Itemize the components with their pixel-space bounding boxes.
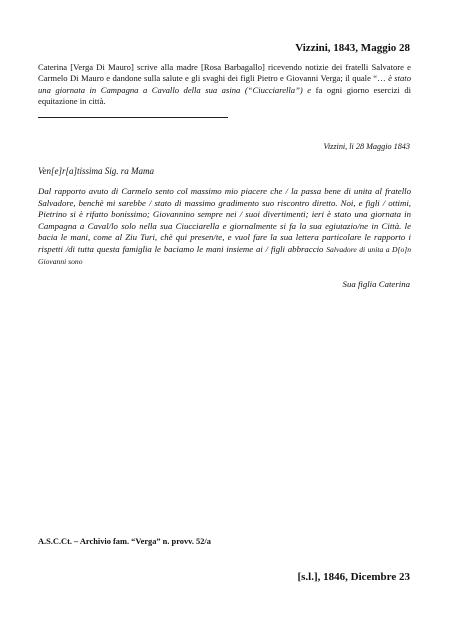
next-entry-heading: [s.l.], 1846, Dicembre 23 [297, 571, 410, 583]
entry-heading: Vizzini, 1843, Maggio 28 [295, 42, 410, 54]
letter-body [38, 186, 411, 267]
summary-text: Caterina [Verga Di Mauro] scrive alla madre [Rosa Barbagallo] ricevendo notizie dei fratelli Salvatore e Carmelo Di Mauro e dandone sulla salute e gli svaghi dei figli Pietro e Giovanni Verga; il quale “… [38, 62, 411, 84]
letter-signature: Sua figlia Caterina [342, 279, 410, 289]
separator-line [38, 117, 228, 118]
letter-body-text: Dal rapporto avuto di Carmelo sento col massimo mio piacere che / la passa bene di unita al fratello Salvadore, benchè mi sarebbe / stato di massimo gradimento suo riscontro diretto. Noi, e figli / ottimi, Pietrino si è rifatto bonissimo; Giovannino sempre nei / suoi divertimenti; ieri è stato una giornata in Campagna a Caval/lo solo nella sua Ciucciarella e giornalmente si fa la sua egiutazio/ne in Città. le bacia le mani, come al Ziu Turi, chè qui presen/te, e vuol fare la sua lettera particolare le rapporto i rispetti /di tutta questa famiglia le baciamo le mani insieme ai / figli abbraccio [38, 186, 411, 254]
letter-dateline: Vizzini, li 28 Maggio 1843 [323, 142, 410, 151]
summary-text-end: fa ogni giorno esercizi di equitazione in città. [38, 84, 412, 107]
letter-salutation: Ven[e]r[a]tissima Sig. ra Mama [38, 166, 155, 176]
letter-body-small-text: Salvadore di unita a D[o]n Giovanni sono [38, 244, 412, 266]
entry-summary [38, 62, 411, 108]
summary-quote: è stato una giornata in Campagna a Cavallo della sua asina (“Ciucciarella”) e [38, 73, 411, 95]
archive-reference: A.S.C.Ct. – Archivio fam. “Verga” n. provv. 52/a [38, 537, 211, 546]
